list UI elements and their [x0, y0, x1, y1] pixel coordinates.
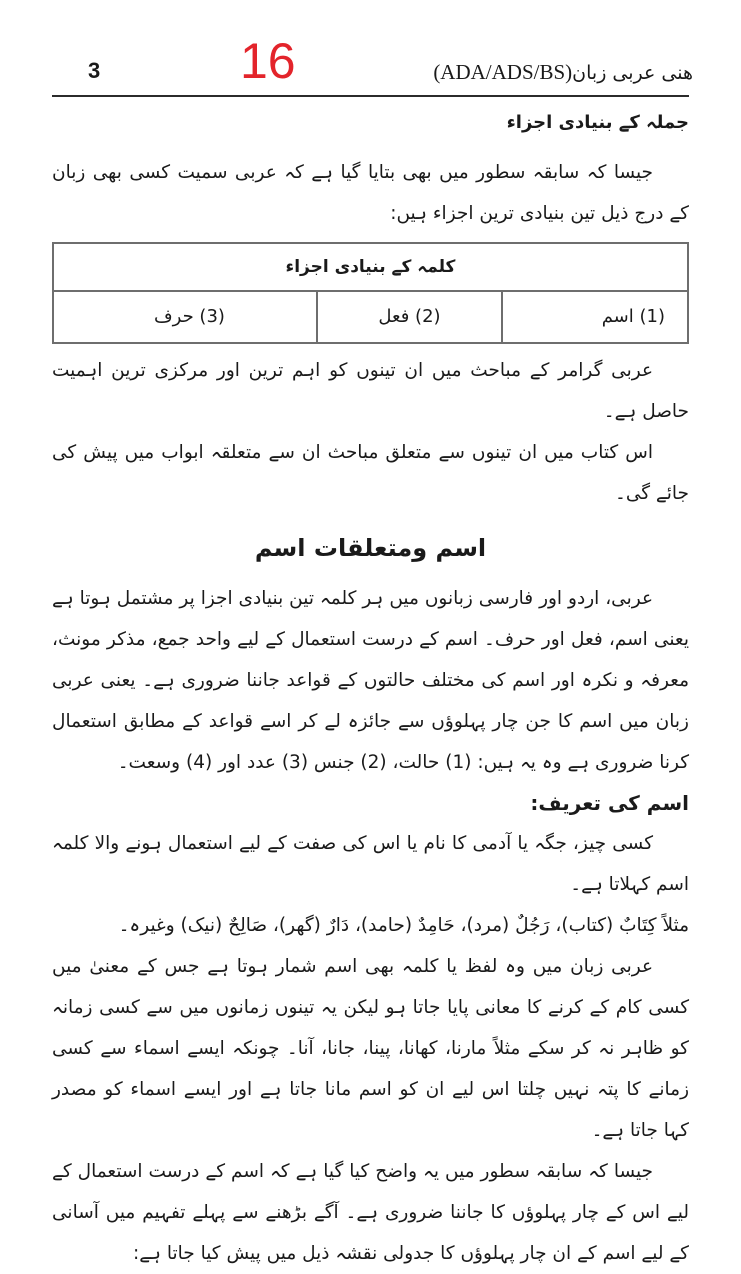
running-header	[433, 60, 693, 85]
book-title-urdu: ھنی عربی زبان	[572, 62, 693, 84]
table-row	[54, 292, 687, 342]
after-table-paragraph-1: عربی گرامر کے مباحث میں ان تینوں کو اہم ترین اور مرکزی ترین اہمیت حاصل ہے۔	[52, 360, 689, 422]
table-cell-particle: (3) حرف	[153, 306, 225, 327]
table-cell-verb: (2) فعل	[316, 292, 502, 342]
masdar-paragraph: عربی زبان میں وہ لفظ یا کلمہ بھی اسم شمار ہوتا ہے جس کے معنیٰ میں کسی کام کے کرنے کا معانی پایا جاتا ہو لیکن یہ تینوں زمانوں میں سے کسی زمانہ کو ظاہر نہ کر سکے مثلاً مارنا، کھانا، پینا، جانا، آنا۔ چونکہ ایسے اسماء سے کسی زمانے کا پتہ نہیں چلتا اس لیے ان کو اسم مانا جاتا ہے اور ایسے اسماء کو مصدر کہا جاتا ہے۔	[52, 956, 689, 1141]
noun-intro-paragraph: عربی، اردو اور فارسی زبانوں میں ہر کلمہ تین بنیادی اجزا پر مشتمل ہوتا ہے یعنی اسم، فعل اور حرف۔ اسم کے درست استعمال کے لیے واحد جمع، مذکر مونث، معرفہ و نکرہ اور اسم کی مختلف حالتوں کے قواعد جاننا ضروری ہے۔ یعنی عربی زبان میں اسم کا جن چار پہلوؤں سے جائزہ لے کر اسے قواعد کے مطابق استعمال کرنا ضروری ہے وہ یہ ہیں: (1) حالت، (2) جنس (3) عدد اور (4) وسعت۔	[52, 588, 689, 773]
stamped-page-number: 16	[240, 33, 296, 89]
noun-section-title: اسم ومتعلقات اسم	[254, 534, 487, 562]
page-number: 3	[88, 58, 101, 83]
table-title: کلمہ کے بنیادی اجزاء	[54, 244, 687, 292]
sentence-parts-heading: جملہ کے بنیادی اجزاء	[506, 112, 689, 133]
word-parts-table	[52, 242, 689, 344]
intro-paragraph: جیسا کہ سابقہ سطور میں بھی بتایا گیا ہے کہ عربی سمیت کسی بھی زبان کے درج ذیل تین بنیادی ترین اجزاء ہیں:	[52, 162, 689, 224]
definition-paragraph: کسی چیز، جگہ یا آدمی کا نام یا اس کی صفت کے لیے استعمال ہونے والا کلمہ اسم کہلاتا ہے۔	[52, 833, 689, 895]
table-cell-noun: (1) اسم	[501, 292, 687, 342]
page-body	[52, 108, 689, 1274]
definition-heading: اسم کی تعریف:	[530, 791, 689, 815]
closing-paragraph: جیسا کہ سابقہ سطور میں یہ واضح کیا گیا ہے کہ اسم کے درست استعمال کے لیے اس کے چار پہلوؤں کا جاننا ضروری ہے۔ آگے بڑھنے سے پہلے تفہیم میں آسانی کے لیے اسم کے ان چار پہلوؤں کا جدولی نقشہ ذیل میں پیش کیا جاتا ہے:	[52, 1161, 689, 1264]
book-title-latin: (ADA/ADS/BS)	[433, 60, 573, 84]
header-divider	[52, 95, 689, 97]
after-table-paragraph-2: اس کتاب میں ان تینوں سے متعلق مباحث ان سے متعلقہ ابواب میں پیش کی جائے گی۔	[52, 442, 689, 504]
examples-line: مثلاً کِتَابٌ (کتاب)، رَجُلٌ (مرد)، حَامِدٌ (حامد)، دَارٌ (گھر)، صَالِحٌ (نیک) وغیرہ۔	[118, 915, 689, 936]
